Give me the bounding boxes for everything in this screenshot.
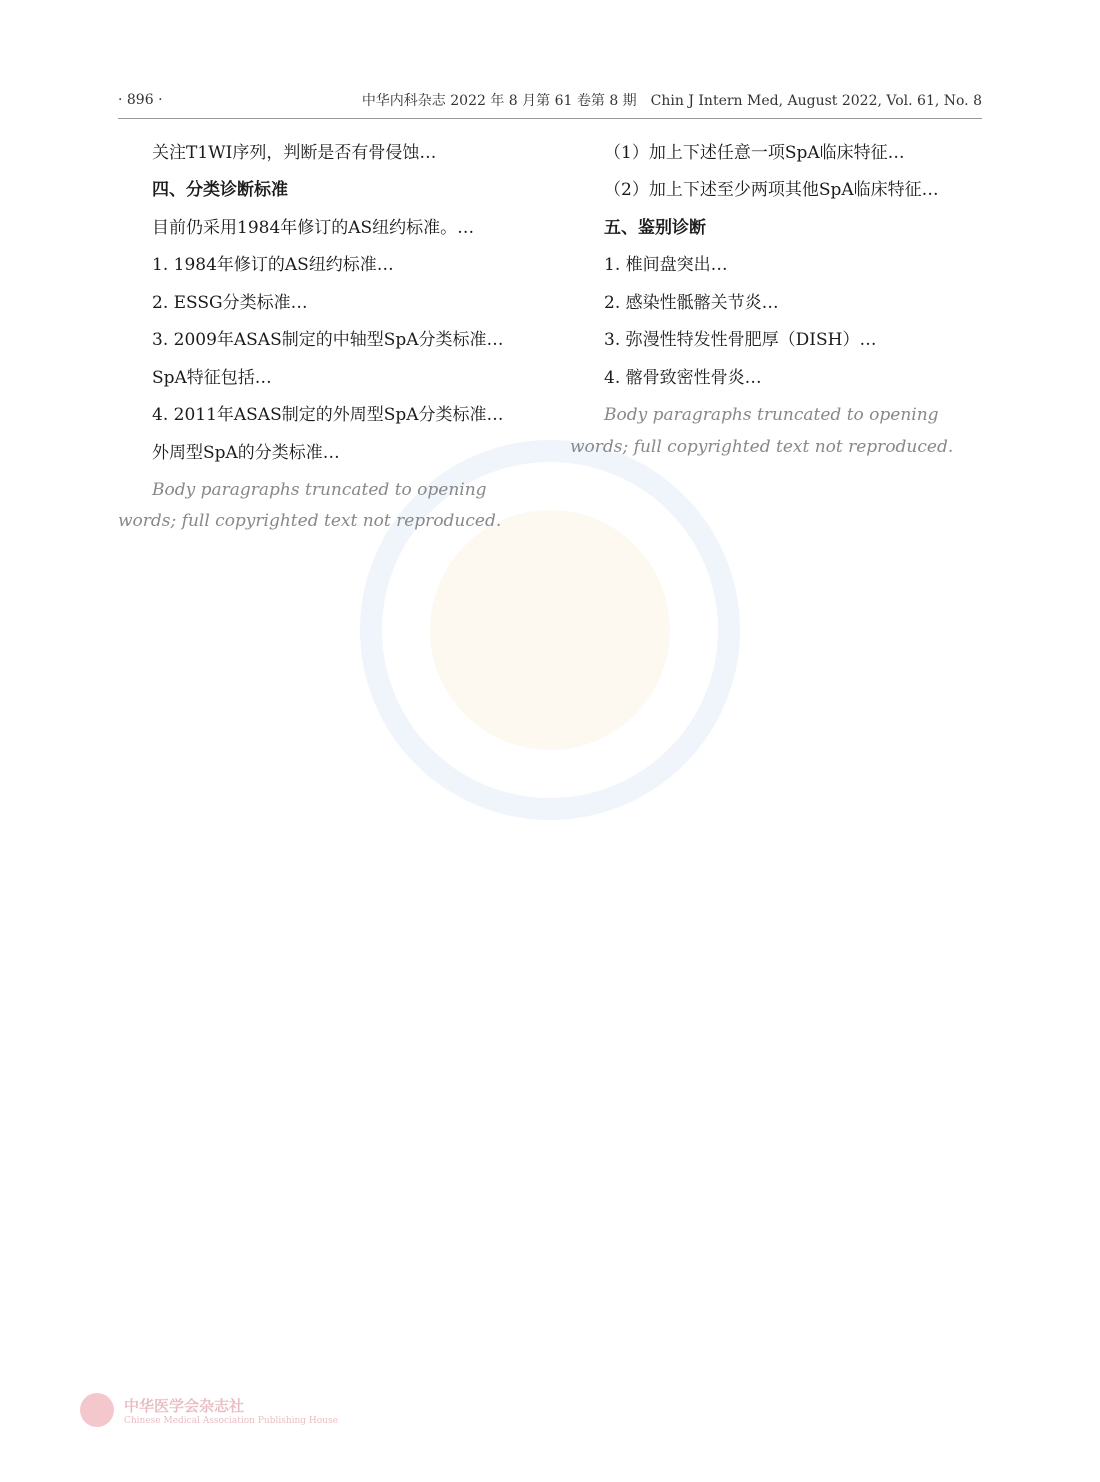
body-paragraph: 1. 1984年修订的AS纽约标准… <box>152 255 394 276</box>
truncation-note: Body paragraphs truncated to opening words; full copyrighted text not reproduced. <box>118 479 502 532</box>
publisher-name: 中华医学会杂志社 <box>124 1396 245 1415</box>
publisher-logo <box>80 1390 338 1430</box>
section-heading: 四、分类诊断标准 <box>152 180 288 201</box>
truncation-note: Body paragraphs truncated to opening words; full copyrighted text not reproduced. <box>570 405 954 457</box>
body-paragraph: 目前仍采用1984年修订的AS纽约标准。… <box>152 217 475 238</box>
body-paragraph: 2. ESSG分类标准… <box>152 292 308 313</box>
journal-line: 中华内科杂志 2022 年 8 月第 61 卷第 8 期 Chin J Intern Med, August 2022, Vol. 61, No. 8 <box>361 93 982 109</box>
body-paragraph: 关注T1WI序列，判断是否有骨侵蚀… <box>152 143 437 163</box>
left-column <box>118 138 530 1368</box>
body-paragraph: 1. 椎间盘突出… <box>604 255 728 276</box>
right-column <box>570 138 982 1368</box>
body-paragraph: 4. 2011年ASAS制定的外周型SpA分类标准… <box>152 405 504 426</box>
section-heading: 五、鉴别诊断 <box>604 217 706 238</box>
body-paragraph: SpA特征包括… <box>152 367 272 388</box>
body-paragraph: 3. 2009年ASAS制定的中轴型SpA分类标准… <box>152 330 504 351</box>
page-header <box>118 88 982 119</box>
body-paragraph: （2）加上下述至少两项其他SpA临床特征… <box>604 180 939 201</box>
article-body <box>118 138 982 1368</box>
page-number: · 896 · <box>118 92 163 108</box>
body-paragraph: 2. 感染性骶髂关节炎… <box>604 292 779 313</box>
body-paragraph: 3. 弥漫性特发性骨肥厚（DISH）… <box>604 330 877 351</box>
publisher-emblem-icon <box>80 1393 114 1427</box>
body-paragraph: 外周型SpA的分类标准… <box>152 442 340 463</box>
publisher-name-en: Chinese Medical Association Publishing House <box>124 1415 338 1426</box>
body-paragraph: 4. 髂骨致密性骨炎… <box>604 367 762 388</box>
body-paragraph: （1）加上下述任意一项SpA临床特征… <box>604 143 905 163</box>
